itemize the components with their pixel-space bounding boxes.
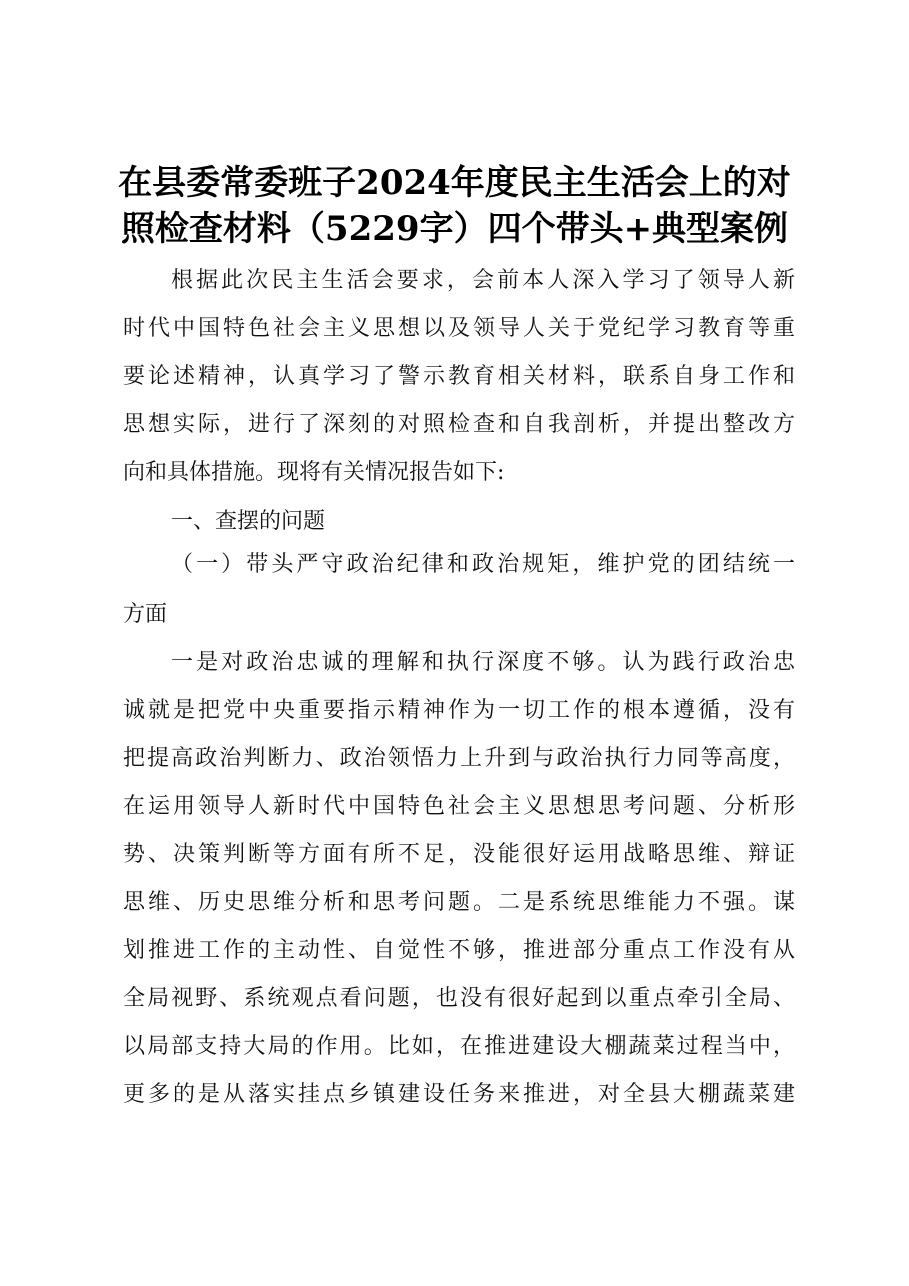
body-paragraph-line: 在运用领导人新时代中国特色社会主义思想思考问题、分析形 xyxy=(123,794,795,819)
subsection-heading-line: 方面 xyxy=(123,602,168,627)
intro-paragraph-line: 时代中国特色社会主义思想以及领导人关于党纪学习教育等重 xyxy=(123,316,795,341)
body-paragraph-line: 全局视野、系统观点看问题，也没有很好起到以重点牵引全局、 xyxy=(123,986,795,1011)
body-paragraph-line: 一是对政治忠诚的理解和执行深度不够。认为践行政治忠 xyxy=(171,650,795,675)
section-heading: 一、查摆的问题 xyxy=(171,509,326,534)
body-paragraph-line: 划推进工作的主动性、自觉性不够，推进部分重点工作没有从 xyxy=(123,938,795,963)
subsection-heading-line: （一）带头严守政治纪律和政治规矩，维护党的团结统一 xyxy=(171,552,795,577)
intro-paragraph-line: 要论述精神，认真学习了警示教育相关材料，联系自身工作和 xyxy=(123,364,795,389)
body-paragraph-line: 诚就是把党中央重要指示精神作为一切工作的根本遵循，没有 xyxy=(123,698,795,723)
body-paragraph-line: 把提高政治判断力、政治领悟力上升到与政治执行力同等高度， xyxy=(123,746,795,771)
intro-paragraph-line: 思想实际，进行了深刻的对照检查和自我剖析，并提出整改方 xyxy=(123,412,795,437)
body-paragraph-line: 以局部支持大局的作用。比如，在推进建设大棚蔬菜过程当中， xyxy=(123,1034,795,1059)
body-paragraph-line: 更多的是从落实挂点乡镇建设任务来推进，对全县大棚蔬菜建 xyxy=(123,1082,795,1107)
intro-paragraph-line: 根据此次民主生活会要求，会前本人深入学习了领导人新 xyxy=(171,268,795,293)
intro-paragraph-line: 向和具体措施。现将有关情况报告如下: xyxy=(123,460,505,485)
document-title-line-2: 照检查材料（5229字）四个带头+典型案例 xyxy=(120,209,789,249)
body-paragraph-line: 势、决策判断等方面有所不足，没能很好运用战略思维、辩证 xyxy=(123,842,795,867)
document-title-line-1: 在县委常委班子2024年度民主生活会上的对 xyxy=(118,163,791,203)
body-paragraph-line: 思维、历史思维分析和思考问题。二是系统思维能力不强。谋 xyxy=(123,890,795,915)
